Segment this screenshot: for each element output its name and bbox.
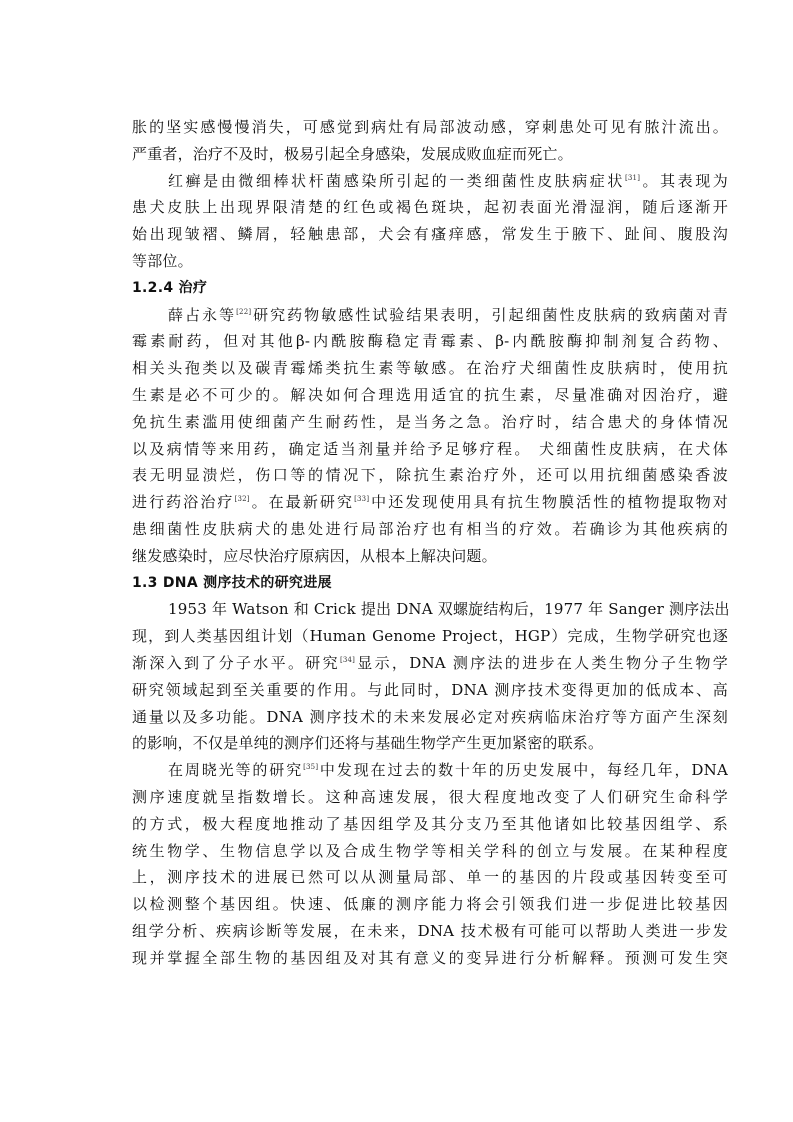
text-run: 。其表现为 [640,171,728,190]
text-line [132,302,728,329]
text-line: 以检测整个基因组。快速、低廉的测序能力将会引领我们进一步促进比较基因 [132,895,728,914]
text-line: 霉素耐药，但对其他β-内酰胺酶稳定青霉素、β-内酰胺酶抑制剂复合药物、 [132,332,728,351]
section-heading: 1.3 DNA 测序技术的研究进展 [132,574,332,591]
text-line: 胀的坚实感慢慢消失，可感觉到病灶有局部波动感，穿刺患处可见有脓汁流出。 [132,118,728,136]
section-heading: 1.2.4 治疗 [132,279,208,296]
text-run: 在周晓光等的研究 [168,761,304,780]
text-line: 测序速度就呈指数增长。这种高速发展，很大程度地改变了人们研究生命科学 [132,787,728,806]
text-run: 红癣是由微细棒状杆菌感染所引起的一类细菌性皮肤病症状 [168,171,625,190]
text-line: 组学分析、疾病诊断等发展，在未来，DNA 技术极有可能可以帮助人类进一步发 [132,921,728,940]
text-line: 生素是必不可少的。解决如何合理选用适宜的抗生素，尽量准确对因治疗，避 [132,385,728,404]
citation: [34] [339,655,356,664]
text-line [132,168,728,195]
text-line: 的影响，不仅是单纯的测序们还将与基础生物学产生更加紧密的联系。 [132,734,604,753]
text-line: 表无明显溃烂，伤口等的情况下，除抗生素治疗外，还可以用抗细菌感染香波 [132,466,728,485]
text-line: 继发感染时，应尽快治疗原病因，从根本上解决问题。 [132,546,497,565]
paragraph [132,168,728,275]
text-line: 的方式，极大程度地推动了基因组学及其分支乃至其他诸如比较基因组学、系 [132,814,728,833]
text-line [132,757,728,784]
paragraph [132,114,728,168]
document-page [132,114,728,972]
text-run: 显示，DNA 测序法的进步在人类生物分子生物学 [355,653,729,672]
text-line: 上，测序技术的进展已然可以从测量局部、单一的基因的片段或基因转变至可 [132,868,728,887]
text-line: 现并掌握全部生物的基因组及对其有意义的变异进行分析解释。预测可发生突 [132,948,728,967]
paragraph [132,757,728,971]
text-line: 严重者，治疗不及时，极易引起全身感染，发展成败血症而死亡。 [132,144,573,163]
text-line: 相关头孢类以及碳青霉烯类抗生素等敏感。在治疗犬细菌性皮肤病时，使用抗 [132,359,728,378]
text-line: 1953 年 Watson 和 Crick 提出 DNA 双螺旋结构后，1977 年 Sanger 测序法出 [168,600,730,619]
citation: [22] [236,307,252,316]
text-run: 。在最新研究 [249,493,355,512]
text-line [132,489,728,516]
text-line: 免抗生素滥用使细菌产生耐药性，是当务之急。治疗时，结合患犬的身体情况 [132,412,728,431]
text-run: 渐深入到了分子水平。研究 [132,653,340,672]
text-line: 研究领域起到至关重要的作用。与此同时，DNA 测序技术变得更加的低成本、高 [132,680,728,699]
text-run: 中还发现使用具有抗生物膜活性的植物提取物对 [369,493,729,512]
paragraph [132,596,728,757]
text-line: 现，到人类基因组计划（Human Genome Project，HGP）完成，生物学研究也逐 [132,627,728,646]
citation: [31] [624,173,641,182]
text-line: 患细菌性皮肤病犬的患处进行局部治疗也有相当的疗效。若确诊为其他疾病的 [132,519,728,538]
text-line: 通量以及多功能。DNA 测序技术的未来发展必定对疾病临床治疗等方面产生深刻 [132,707,728,726]
text-line: 患犬皮肤上出现界限清楚的红色或褐色斑块，起初表面光滑湿润，随后逐渐开 [132,198,728,217]
citation: [35] [303,763,319,772]
text-run: 进行药浴治疗 [132,493,235,512]
text-run: 研究药物敏感性试验结果表明，引起细菌性皮肤病的致病菌对青 [251,305,728,324]
paragraph [132,302,728,570]
text-line: 始出现皱褶、鳞屑，轻触患部，犬会有瘙痒感，常发生于腋下、趾间、腹股沟 [132,225,728,244]
citation: [32] [234,495,250,504]
citation: [33] [354,495,370,504]
text-line: 以及病情等来用药，确定适当剂量并给予足够疗程。 犬细菌性皮肤病，在犬体 [132,439,728,458]
text-line: 等部位。 [132,251,193,270]
text-run: 中发现在过去的数十年的历史发展中，每经几年，DNA [318,761,728,780]
text-line: 统生物学、生物信息学以及合成生物学等相关学科的创立与发展。在某种程度 [132,841,728,860]
text-run: 薛占永等 [168,305,237,324]
text-line [132,650,728,677]
